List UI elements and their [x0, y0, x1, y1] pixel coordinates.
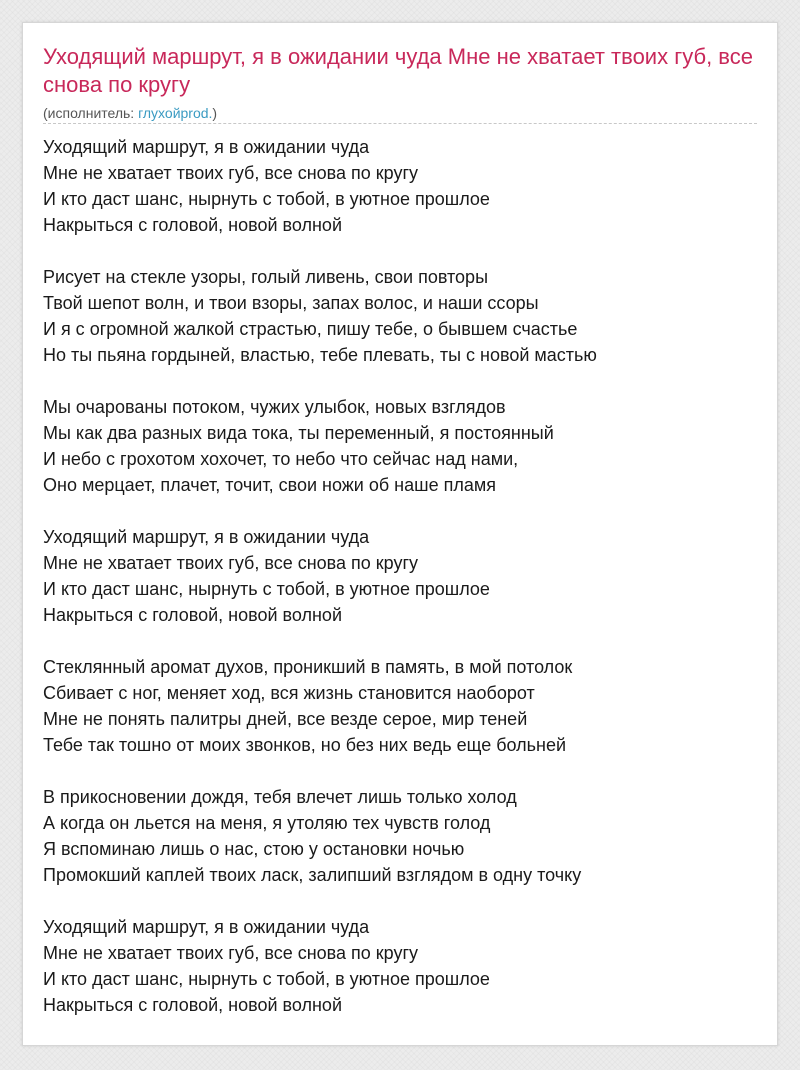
title-divider	[43, 123, 757, 124]
lyrics-stanza	[43, 654, 763, 758]
artist-suffix: )	[212, 105, 218, 121]
lyric-line: Накрыться с головой, новой волной	[43, 605, 342, 625]
lyric-line: В прикосновении дождя, тебя влечет лишь только холод	[43, 787, 517, 807]
lyrics-stanza	[43, 264, 763, 368]
artist-link[interactable]: глухойprod.	[138, 105, 213, 121]
lyric-line: Уходящий маршрут, я в ожидании чуда	[43, 527, 370, 547]
lyric-line: Я вспоминаю лишь о нас, стою у остановки ночью	[43, 839, 465, 859]
lyrics-body	[43, 134, 763, 1044]
lyric-line: Накрыться с головой, новой волной	[43, 995, 342, 1015]
lyric-line: Но ты пьяна гордыней, властью, тебе плевать, ты с новой мастью	[43, 345, 597, 365]
lyric-line: Мы как два разных вида тока, ты переменный, я постоянный	[43, 423, 554, 443]
song-title: Уходящий маршрут, я в ожидании чуда Мне не хватает твоих губ, все снова по кругу	[43, 44, 753, 97]
lyric-line: Мне не хватает твоих губ, все снова по кругу	[43, 163, 419, 183]
lyric-line: И небо с грохотом хохочет, то небо что сейчас над нами,	[43, 449, 519, 469]
lyric-line: Рисует на стекле узоры, голый ливень, свои повторы	[43, 267, 489, 287]
lyric-line: Мы очарованы потоком, чужих улыбок, новых взглядов	[43, 397, 506, 417]
lyric-line: Твой шепот волн, и твои взоры, запах волос, и наши ссоры	[43, 293, 539, 313]
lyric-line: Стеклянный аромат духов, проникший в память, в мой потолок	[43, 657, 573, 677]
lyric-line: И я с огромной жалкой страстью, пишу тебе, о бывшем счастье	[43, 319, 578, 339]
lyrics-stanza	[43, 134, 763, 238]
lyric-line: И кто даст шанс, нырнуть с тобой, в уютное прошлое	[43, 189, 490, 209]
lyric-line: Сбивает с ног, меняет ход, вся жизнь становится наоборот	[43, 683, 535, 703]
artist-prefix: (исполнитель:	[43, 105, 139, 121]
lyric-line: А когда он льется на меня, я утоляю тех чувств голод	[43, 813, 491, 833]
lyric-line: Промокший каплей твоих ласк, залипший взглядом в одну точку	[43, 865, 582, 885]
lyric-line: Тебе так тошно от моих звонков, но без них ведь еще больней	[43, 735, 567, 755]
lyric-line: Накрыться с головой, новой волной	[43, 215, 342, 235]
lyric-line: И кто даст шанс, нырнуть с тобой, в уютное прошлое	[43, 969, 490, 989]
lyric-line: Мне не понять палитры дней, все везде серое, мир теней	[43, 709, 528, 729]
lyric-line: Оно мерцает, плачет, точит, свои ножи об наше пламя	[43, 475, 496, 495]
lyric-line: Уходящий маршрут, я в ожидании чуда	[43, 137, 370, 157]
lyrics-card	[22, 22, 778, 1046]
lyrics-stanza	[43, 524, 763, 628]
artist-line	[43, 104, 217, 122]
lyric-line: Мне не хватает твоих губ, все снова по кругу	[43, 553, 419, 573]
lyric-line: И кто даст шанс, нырнуть с тобой, в уютное прошлое	[43, 579, 490, 599]
lyrics-stanza	[43, 784, 763, 888]
lyrics-stanza	[43, 394, 763, 498]
lyric-line: Мне не хватает твоих губ, все снова по кругу	[43, 943, 419, 963]
lyric-line: Уходящий маршрут, я в ожидании чуда	[43, 917, 370, 937]
lyrics-stanza	[43, 914, 763, 1018]
